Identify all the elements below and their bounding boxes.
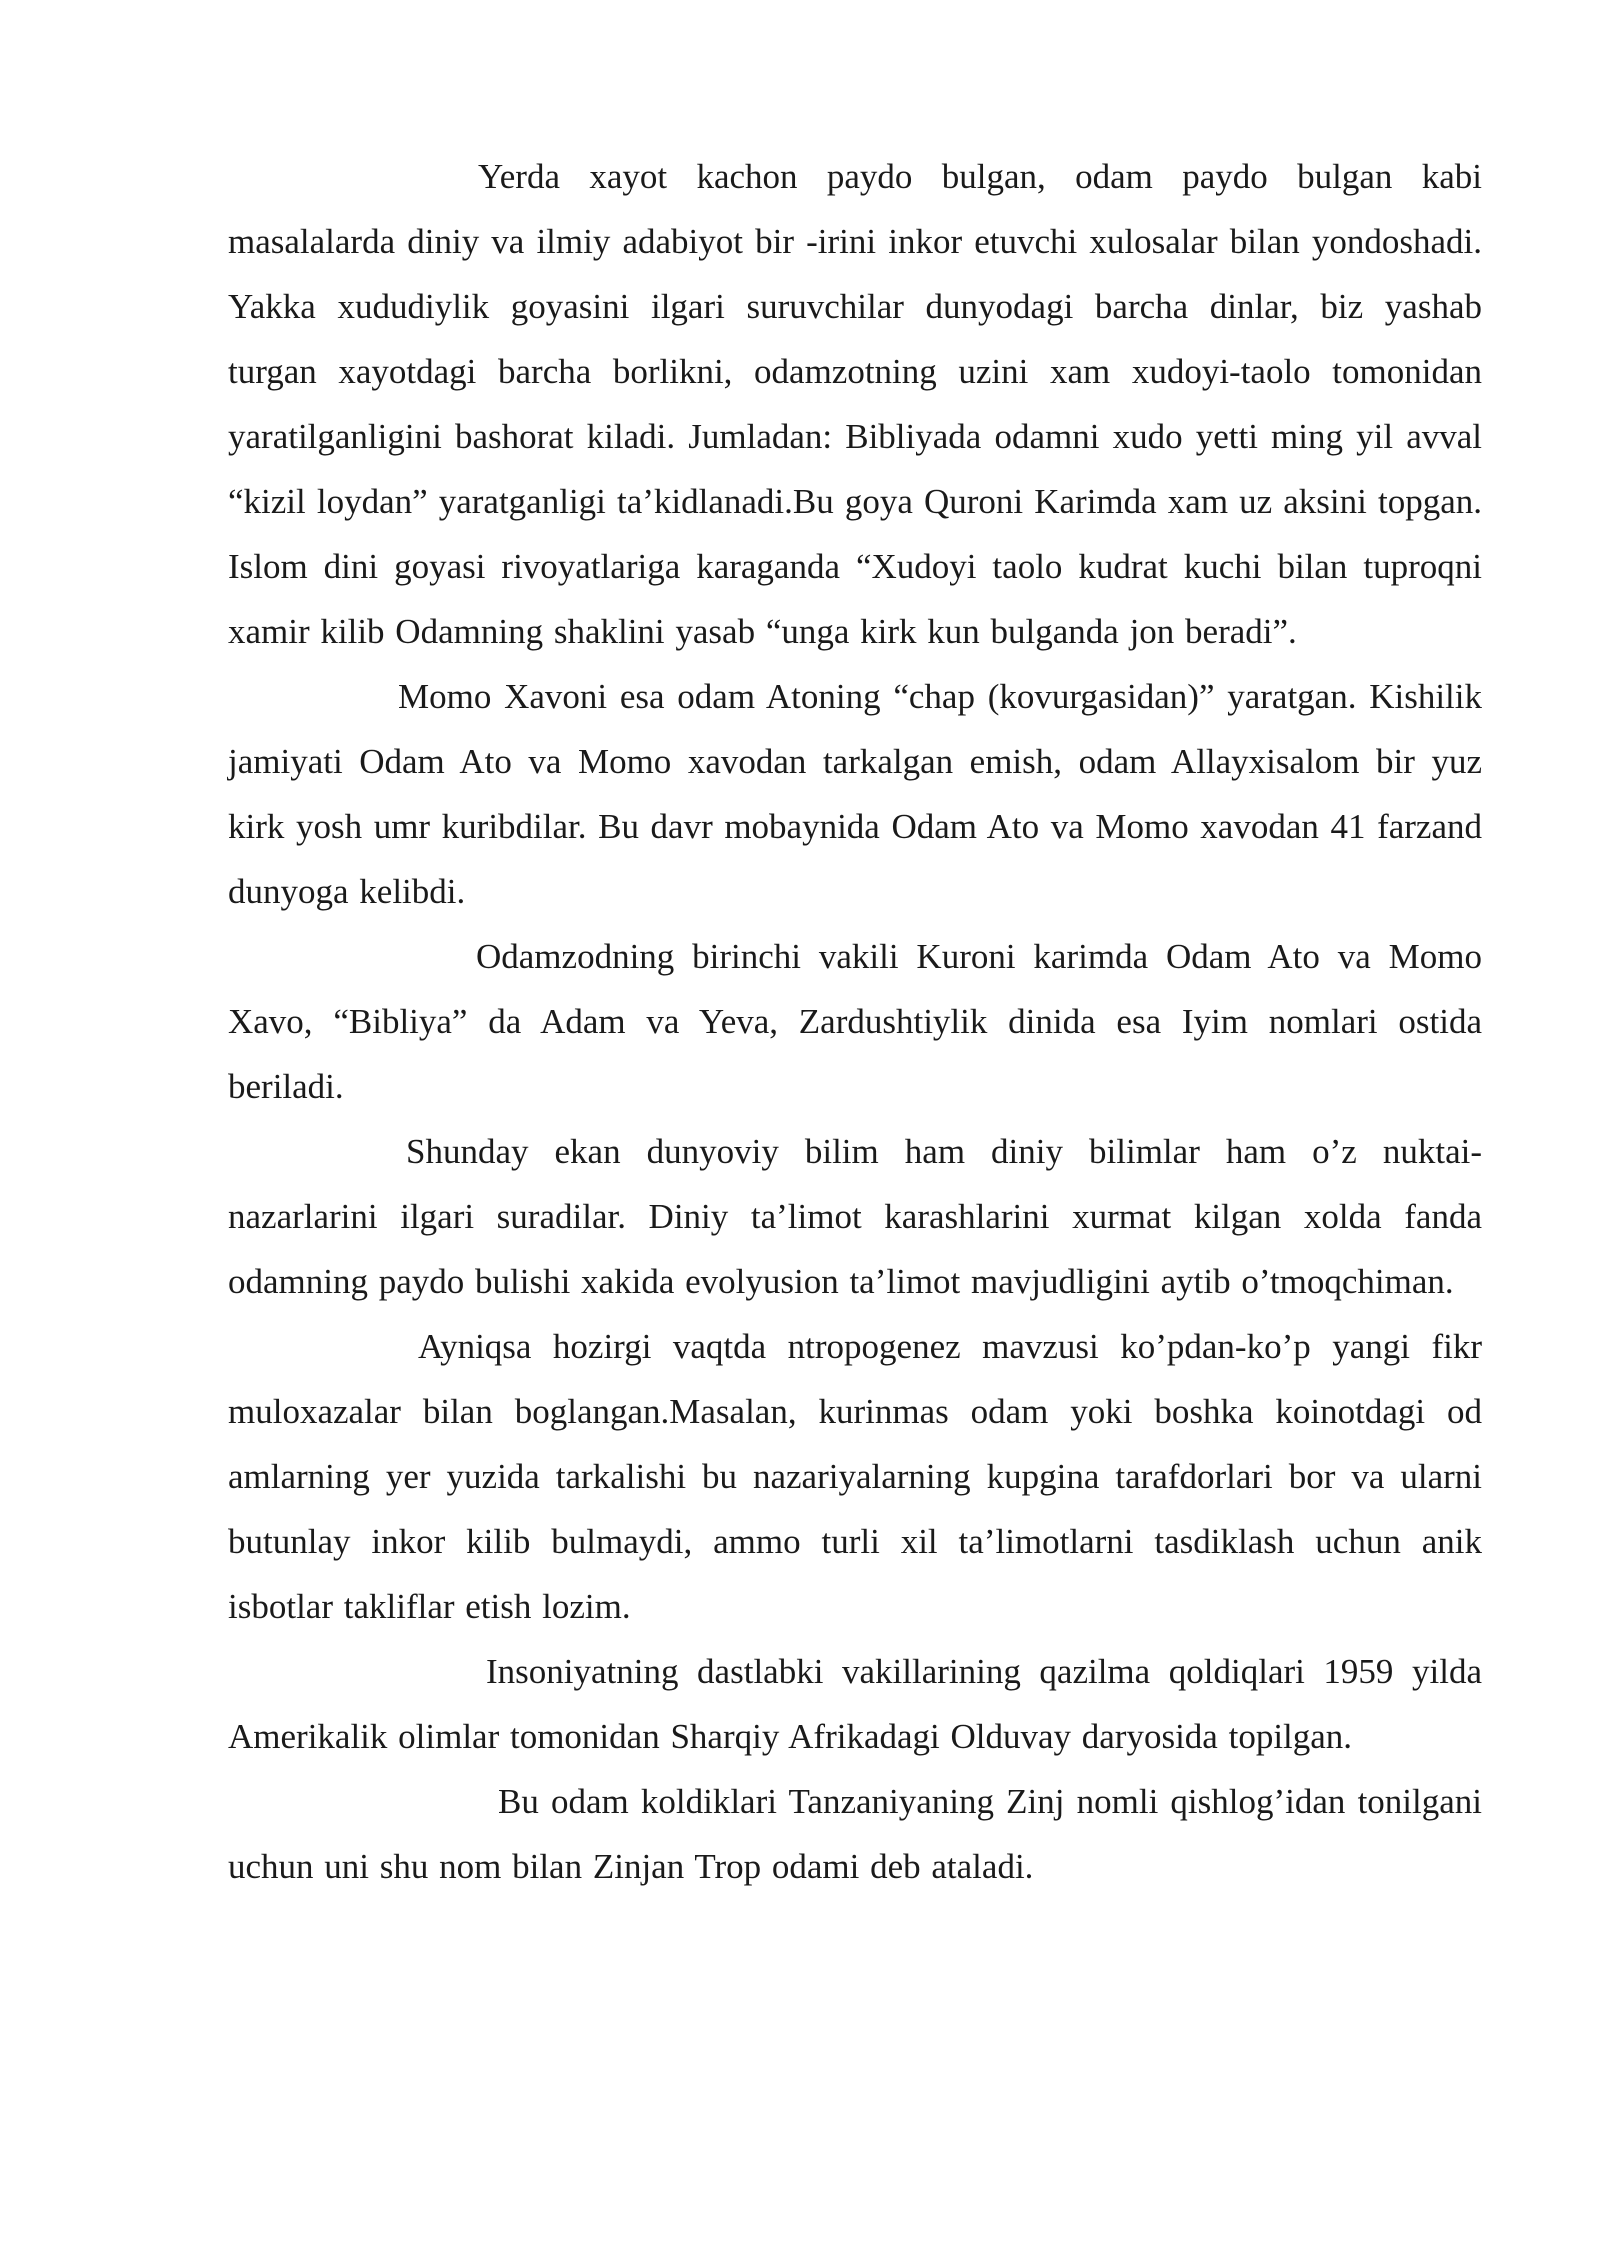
paragraph-7: Bu odam koldiklari Tanzaniyaning Zinj nomli qishlog’idan tonilgani uchun uni shu nom bilan Zinjan Trop odami deb ataladi. bbox=[228, 1782, 1482, 1886]
paragraph-1: Yerda xayot kachon paydo bulgan, odam paydo bulgan kabi masalalarda diniy va ilmiy adabiyot bir -irini inkor etuvchi xulosalar bilan yondoshadi. Yakka xududiylik goyasini ilgari suruvchilar dunyodagi barcha dinlar, biz yashab turgan xayotdagi barcha borlikni, odamzotning uzini xam xudoyi-taolo tomonidan yaratilganligini bashorat kiladi. Jumladan: Bibliyada odamni xudo yetti ming yil avval “kizil loydan” yaratganligi ta’kidlanadi.Bu goya Quroni Karimda xam uz aksini topgan. Islom dini goyasi rivoyatlariga karaganda “Xudoyi taolo kudrat kuchi bilan tuproqni xamir kilib Odamning shaklini yasab “unga kirk kun bulganda jon beradi”. bbox=[228, 157, 1482, 651]
paragraph-6: Insoniyatning dastlabki vakillarining qazilma qoldiqlari 1959 yilda Amerikalik olimlar tomonidan Sharqiy Afrikadagi Olduvay daryosida topilgan. bbox=[228, 1652, 1482, 1756]
document-body bbox=[228, 144, 1482, 1899]
paragraph-5: Ayniqsa hozirgi vaqtda ntropogenez mavzusi ko’pdan-ko’p yangi fikr muloxazalar bilan boglangan.Masalan, kurinmas odam yoki boshka koinotdagi od amlarning yer yuzida tarkalishi bu nazariyalarning kupgina tarafdorlari bor va ularni butunlay inkor kilib bulmaydi, ammo turli xil ta’limotlarni tasdiklash uchun anik isbotlar takliflar etish lozim. bbox=[228, 1327, 1482, 1626]
paragraph-2: Momo Xavoni esa odam Atoning “chap (kovurgasidan)” yaratgan. Kishilik jamiyati Odam Ato va Momo xavodan tarkalgan emish, odam Allayxisalom bir yuz kirk yosh umr kuribdilar. Bu davr mobaynida Odam Ato va Momo xavodan 41 farzand dunyoga kelibdi. bbox=[228, 677, 1482, 911]
paragraph-4: Shunday ekan dunyoviy bilim ham diniy bilimlar ham o’z nuktai-nazarlarini ilgari suradilar. Diniy ta’limot karashlarini xurmat kilgan xolda fanda odamning paydo bulishi xakida evolyusion ta’limot mavjudligini aytib o’tmoqchiman. bbox=[228, 1132, 1482, 1301]
paragraph-3: Odamzodning birinchi vakili Kuroni karimda Odam Ato va Momo Xavo, “Bibliya” da Adam va Yeva, Zardushtiylik dinida esa Iyim nomlari ostida beriladi. bbox=[228, 937, 1482, 1106]
